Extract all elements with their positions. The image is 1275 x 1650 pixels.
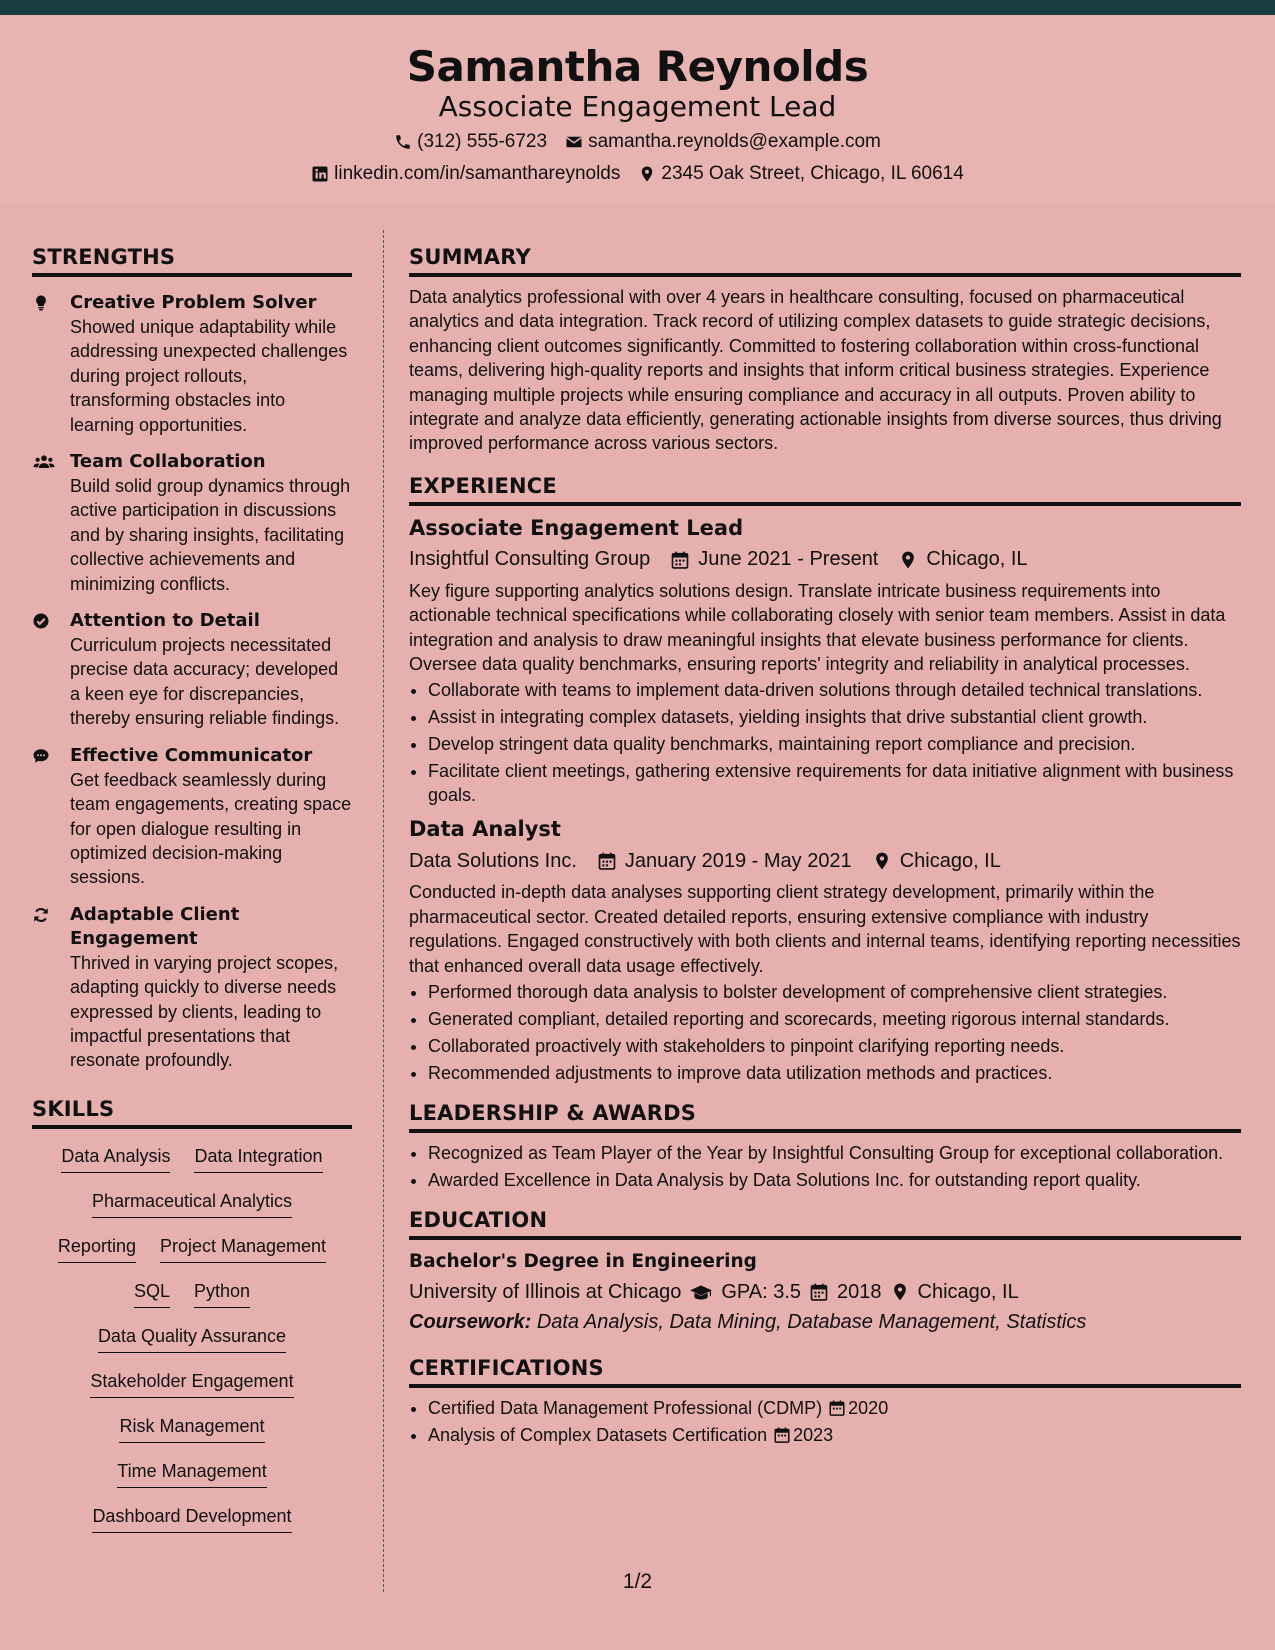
skill-tag: Risk Management (119, 1415, 264, 1443)
list-item (428, 1396, 1241, 1420)
strength-item (32, 609, 352, 731)
phone-text: (312) 555-6723 (417, 131, 548, 153)
education-meta (409, 1277, 1241, 1307)
job-entry (409, 514, 1241, 808)
summary-heading: SUMMARY (409, 245, 1241, 277)
strength-description: Build solid group dynamics through active participation in discussions and by sharing insights, facilitating collective achievements and minimizing conflicts. (70, 476, 351, 594)
address-contact (638, 163, 963, 185)
strength-title: Adaptable Client Engagement (70, 903, 240, 949)
leadership-heading: LEADERSHIP & AWARDS (409, 1101, 1241, 1133)
calendar-icon (670, 550, 690, 570)
linkedin-text: linkedin.com/in/samanthareynolds (334, 163, 621, 185)
email-contact[interactable] (565, 131, 881, 153)
left-column (32, 245, 352, 1550)
list-item: • Facilitate client meetings, gathering extensive requirements for data initiative alignment with business goals. (428, 759, 1241, 807)
strength-description: Get feedback seamlessly during team engagements, creating space for open dialogue resulting in optimized decision-making sessions. (70, 769, 352, 888)
graduation-year: 2018 (837, 1280, 882, 1303)
contact-row-1 (0, 129, 1275, 155)
school-name: University of Illinois at Chicago (409, 1280, 682, 1303)
certification-name: • Certified Data Management Professional (CDMP) (428, 1398, 823, 1419)
experience-heading: EXPERIENCE (409, 474, 1241, 506)
certifications-heading: CERTIFICATIONS (409, 1356, 1241, 1388)
school-location: Chicago, IL (917, 1280, 1019, 1303)
skill-tag: Project Management (160, 1235, 326, 1263)
contact-row-2 (0, 161, 1275, 187)
map-pin-icon (898, 550, 918, 570)
users-icon (32, 453, 56, 471)
skill-tag: Reporting (58, 1235, 136, 1263)
skills-list (32, 1145, 352, 1533)
list-item: • Recognized as Team Player of the Year by Insightful Consulting Group for exceptional collaboration. (428, 1141, 1241, 1165)
list-item: • Develop stringent data quality benchmarks, maintaining report compliance and precision. (428, 732, 1241, 756)
calendar-icon (773, 1426, 791, 1444)
degree-title: Bachelor's Degree in Engineering (409, 1251, 757, 1273)
strength-title: Effective Communicator (70, 744, 313, 766)
summary-text: Data analytics professional with over 4 years in healthcare consulting, focused on pharmaceutical analytics and data integration. Track record of utilizing complex datasets to guide strategic decisions, enhancing client outcomes significantly. Committed to fostering collaboration within cross-functional teams, delivering high-quality reports and insights that inform critical business strategies. Experience managing multiple projects while ensuring compliance and accuracy in all outputs. Proven ability to integrate and analyze data efficiently, generating actionable insights from diverse sources, thus driving improved performance across various sectors. (409, 287, 1222, 454)
candidate-name: Samantha Reynolds (406, 42, 869, 91)
coursework-list: Data Analysis, Data Mining, Database Management, Statistics (536, 1311, 1087, 1334)
job-title: Data Analyst (409, 817, 561, 842)
job-dates: June 2021 - Present (698, 548, 879, 571)
job-dates: January 2019 - May 2021 (624, 849, 852, 872)
calendar-icon (828, 1399, 846, 1417)
job-title: Associate Engagement Lead (409, 515, 744, 540)
email-text: samantha.reynolds@example.com (588, 131, 881, 153)
map-pin-icon (638, 165, 656, 183)
linkedin-icon (311, 165, 329, 183)
skill-tag: SQL (134, 1280, 170, 1308)
strength-description: Showed unique adaptability while addressing unexpected challenges during project rollouts, transforming obstacles into learning opportunities. (70, 317, 348, 435)
certifications-list (409, 1396, 1241, 1447)
check-circle-icon (32, 612, 50, 630)
strengths-heading: STRENGTHS (32, 245, 352, 277)
lightbulb-icon (32, 294, 50, 312)
company-name: Insightful Consulting Group (409, 548, 651, 571)
page-number: 1/2 (622, 1570, 653, 1593)
refresh-icon (32, 906, 50, 924)
job-meta (409, 545, 1241, 575)
strength-title: Creative Problem Solver (70, 292, 317, 313)
strength-item (32, 291, 352, 437)
leadership-list (409, 1141, 1241, 1192)
skill-tag: Time Management (117, 1460, 266, 1488)
candidate-title: Associate Engagement Lead (438, 90, 837, 124)
certification-name: • Analysis of Complex Datasets Certification (428, 1425, 768, 1446)
map-pin-icon (872, 851, 892, 871)
list-item (428, 1423, 1241, 1447)
graduation-cap-icon (689, 1282, 713, 1302)
list-item: • Collaborated proactively with stakeholders to pinpoint clarifying reporting needs. (428, 1034, 1241, 1058)
column-divider (383, 230, 384, 1592)
skill-tag: Pharmaceutical Analytics (92, 1190, 292, 1218)
job-location: Chicago, IL (926, 548, 1028, 571)
strength-item (32, 450, 352, 596)
chat-bubble-icon (32, 747, 50, 765)
strength-item (32, 744, 352, 890)
calendar-icon (597, 851, 617, 871)
strength-item (32, 903, 352, 1073)
list-item: • Performed thorough data analysis to bolster development of comprehensive client strategies. (428, 980, 1241, 1004)
education-entry (409, 1250, 1241, 1334)
certification-year: 2020 (848, 1398, 889, 1419)
list-item: • Awarded Excellence in Data Analysis by Data Solutions Inc. for outstanding report quality. (428, 1168, 1241, 1192)
phone-contact[interactable] (394, 131, 547, 153)
resume-header (0, 15, 1275, 205)
skills-heading: SKILLS (32, 1097, 352, 1129)
skill-tag: Stakeholder Engagement (90, 1370, 293, 1398)
phone-icon (394, 133, 412, 151)
list-item: • Recommended adjustments to improve data utilization methods and practices. (428, 1061, 1241, 1085)
list-item: • Collaborate with teams to implement data-driven solutions through detailed technical translations. (428, 678, 1241, 702)
calendar-icon (809, 1282, 829, 1302)
job-description: Key figure supporting analytics solutions design. Translate intricate business requirements into actionable technical specifications while collaborating closely with senior team members. Assist in data integration and analysis to draw meaningful insights that elevate business performance for clients. Oversee data quality benchmarks, ensuring reports' integrity and reliability in analytical processes. (409, 580, 1226, 675)
coursework (409, 1311, 1241, 1334)
top-accent-bar (0, 0, 1275, 15)
strength-description: Thrived in varying project scopes, adapting quickly to diverse needs expressed by clients, leading to impactful presentations that resonate profoundly. (70, 952, 339, 1071)
gpa: GPA: 3.5 (721, 1280, 802, 1303)
skill-tag: Data Integration (194, 1145, 322, 1173)
job-bullets (409, 678, 1241, 807)
job-location: Chicago, IL (899, 849, 1001, 872)
right-column (409, 245, 1241, 1450)
envelope-icon (565, 133, 583, 151)
skill-tag: Data Analysis (61, 1145, 170, 1173)
strength-title: Attention to Detail (70, 610, 260, 632)
job-meta (409, 846, 1241, 876)
skill-tag: Python (194, 1280, 250, 1308)
skill-tag: Data Quality Assurance (98, 1325, 286, 1353)
list-item: • Assist in integrating complex datasets, yielding insights that drive substantial client growth. (428, 705, 1241, 729)
strength-title: Team Collaboration (70, 451, 266, 473)
map-pin-icon (890, 1282, 910, 1302)
certification-year: 2023 (793, 1425, 834, 1446)
job-entry (409, 815, 1241, 1085)
address-text: 2345 Oak Street, Chicago, IL 60614 (661, 163, 964, 185)
education-heading: EDUCATION (409, 1208, 1241, 1240)
coursework-label: Coursework: (409, 1311, 532, 1334)
list-item: • Generated compliant, detailed reporting and scorecards, meeting rigorous internal standards. (428, 1007, 1241, 1031)
job-description: Conducted in-depth data analyses supporting client strategy development, primarily within the pharmaceutical sector. Created detailed reports, ensuring extensive compliance with industry regulations. Engaged constructively with both clients and internal teams, identifying reporting necessities that enhanced overall data usage effectively. (409, 882, 1241, 976)
company-name: Data Solutions Inc. (409, 849, 577, 872)
job-bullets (409, 980, 1241, 1085)
skill-tag: Dashboard Development (92, 1505, 291, 1533)
linkedin-contact[interactable] (311, 163, 620, 185)
strength-description: Curriculum projects necessitated precise data accuracy; developed a keen eye for discrepancies, thereby ensuring reliable findings. (70, 635, 340, 729)
